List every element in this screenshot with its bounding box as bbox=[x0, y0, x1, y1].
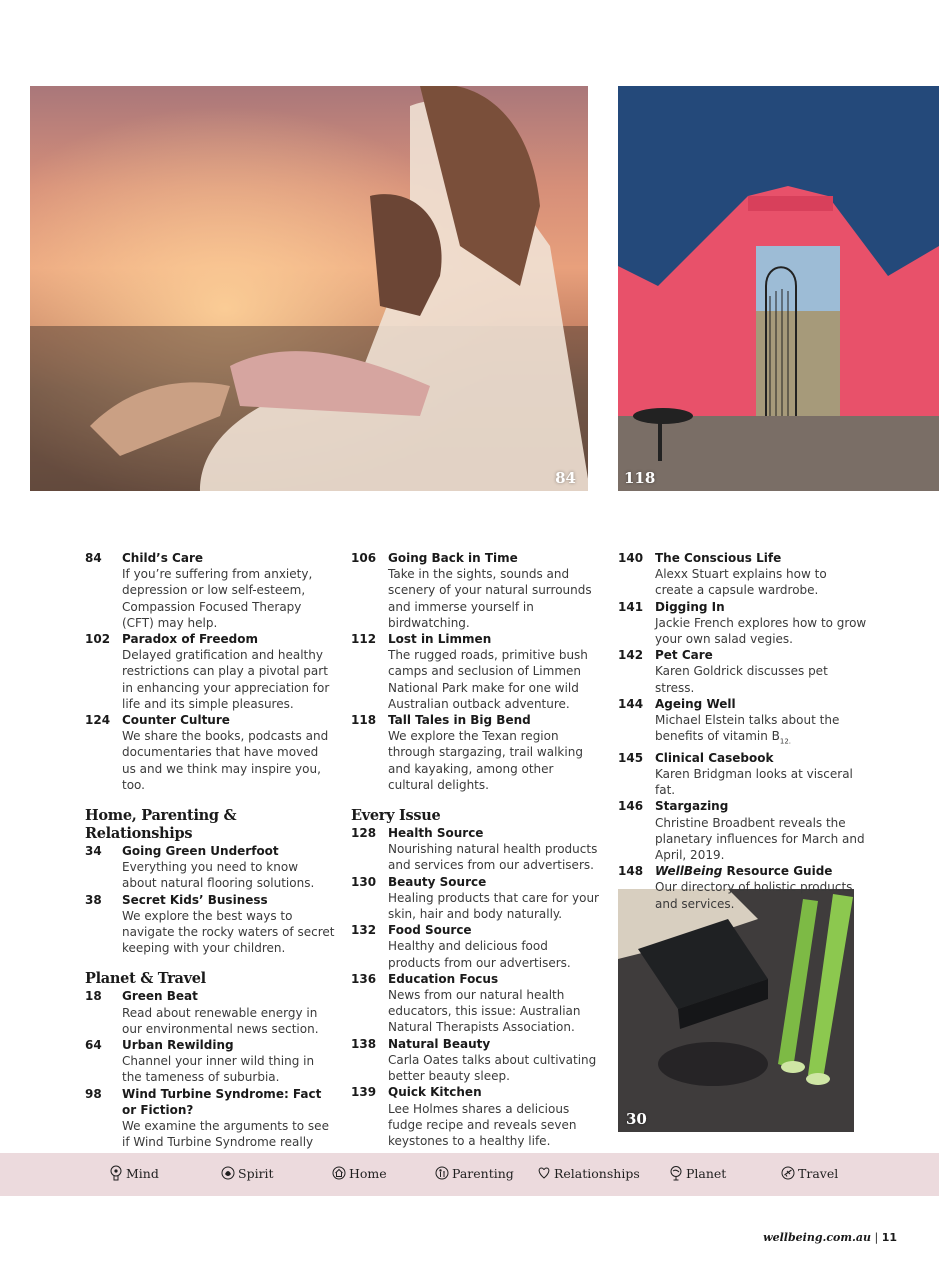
entry-title: Stargazing bbox=[655, 799, 729, 814]
entry-title: Counter Culture bbox=[122, 713, 230, 728]
contents-entry[interactable] bbox=[351, 922, 601, 971]
contents-entry[interactable] bbox=[618, 550, 868, 599]
category-relationships[interactable] bbox=[537, 1165, 640, 1181]
contents-entry[interactable] bbox=[618, 599, 868, 648]
contents-entry[interactable] bbox=[85, 843, 335, 892]
contents-column-3 bbox=[618, 550, 868, 912]
entry-desc: Jackie French explores how to grow your own salad vegies. bbox=[655, 615, 867, 647]
entry-desc: News from our natural health educators, this issue: Australian Natural Therapists Association. bbox=[388, 988, 581, 1035]
entry-title: Going Green Underfoot bbox=[122, 844, 279, 859]
entry-title: Lost in Limmen bbox=[388, 632, 492, 647]
entry-desc: Read about renewable energy in our environmental news section. bbox=[122, 1005, 319, 1036]
entry-desc: Karen Bridgman looks at visceral fat. bbox=[655, 767, 853, 798]
photo-pink-gate bbox=[618, 86, 939, 491]
entry-page: 128 bbox=[351, 826, 377, 841]
pink-gate-illustration bbox=[618, 86, 939, 491]
category-label: Parenting bbox=[452, 1165, 514, 1181]
category-label: Relationships bbox=[554, 1165, 640, 1181]
parenting-icon bbox=[435, 1165, 449, 1181]
sunset-illustration bbox=[30, 86, 588, 491]
entry-title: The Conscious Life bbox=[655, 551, 782, 565]
entry-title: Beauty Source bbox=[388, 874, 487, 889]
entry-title: Tall Tales in Big Bend bbox=[388, 713, 531, 728]
entry-page: 138 bbox=[351, 1036, 377, 1051]
contents-entry[interactable] bbox=[618, 798, 868, 863]
soap-aloe-illustration bbox=[618, 889, 854, 1132]
contents-entry[interactable] bbox=[351, 874, 601, 923]
entry-desc: The rugged roads, primitive bush camps and seclusion of Limmen National Park make for one wild Australian outback adventure. bbox=[388, 648, 588, 711]
site-url[interactable]: wellbeing.com.au bbox=[763, 1231, 871, 1244]
entry-page: 144 bbox=[618, 696, 644, 711]
entry-desc: Healing products that care for your skin, hair and body naturally. bbox=[388, 890, 599, 922]
entry-page: 132 bbox=[351, 923, 377, 938]
category-mind[interactable] bbox=[109, 1165, 159, 1181]
entry-page: 140 bbox=[618, 551, 644, 565]
category-travel[interactable] bbox=[781, 1165, 838, 1181]
entry-title: Clinical Casebook bbox=[655, 750, 774, 765]
desc-tail: . bbox=[788, 737, 792, 746]
entry-title: Natural Beauty bbox=[388, 1036, 491, 1051]
category-label: Home bbox=[349, 1165, 387, 1181]
entry-title: Paradox of Freedom bbox=[122, 632, 258, 647]
entry-page: 130 bbox=[351, 874, 377, 889]
entry-desc: Lee Holmes shares a delicious fudge recipe and reveals seven keystones to a healthy life. bbox=[388, 1101, 577, 1148]
section-heading: Planet & Travel bbox=[85, 970, 206, 988]
house-icon bbox=[332, 1165, 346, 1181]
page-number: 11 bbox=[881, 1231, 897, 1244]
category-parenting[interactable] bbox=[435, 1165, 514, 1181]
contents-entry[interactable] bbox=[351, 550, 601, 631]
entry-page: 142 bbox=[618, 648, 644, 663]
entry-title: Education Focus bbox=[388, 971, 499, 986]
contents-entry[interactable] bbox=[85, 712, 335, 793]
contents-entry[interactable] bbox=[618, 750, 868, 799]
entry-title: Child’s Care bbox=[122, 551, 204, 565]
contents-entry[interactable] bbox=[351, 825, 601, 874]
entry-desc-wrap bbox=[655, 712, 868, 750]
entry-page: 106 bbox=[351, 551, 377, 565]
entry-desc: Carla Oates talks about cultivating better beauty sleep. bbox=[388, 1052, 597, 1084]
entry-page: 38 bbox=[85, 892, 102, 907]
entry-title: Digging In bbox=[655, 599, 725, 614]
entry-page: 145 bbox=[618, 750, 644, 765]
contents-entry[interactable] bbox=[351, 712, 601, 793]
entry-title: Health Source bbox=[388, 826, 484, 841]
entry-title: Urban Rewilding bbox=[122, 1038, 234, 1053]
entry-page: 84 bbox=[85, 551, 102, 565]
entry-page: 118 bbox=[351, 713, 377, 728]
contents-column-2 bbox=[351, 550, 601, 1149]
contents-entry[interactable] bbox=[618, 863, 868, 912]
contents-entry[interactable] bbox=[351, 971, 601, 1036]
entry-title: Quick Kitchen bbox=[388, 1085, 482, 1100]
contents-entry[interactable] bbox=[618, 696, 868, 750]
contents-entry[interactable] bbox=[618, 647, 868, 696]
contents-entry[interactable] bbox=[85, 1037, 335, 1086]
contents-entry[interactable] bbox=[85, 988, 335, 1037]
entry-desc: If you’re suffering from anxiety, depression or low self-esteem, Compassion Focused Therapy (CFT) may help. bbox=[122, 567, 313, 630]
contents-entry[interactable] bbox=[85, 550, 335, 631]
entry-title: Green Beat bbox=[122, 989, 198, 1004]
category-planet[interactable] bbox=[669, 1165, 726, 1181]
entry-page: 98 bbox=[85, 1086, 102, 1101]
entry-title: Wind Turbine Syndrome: Fact or Fiction? bbox=[122, 1086, 322, 1117]
entry-desc: Nourishing natural health products and services from our advertisers. bbox=[388, 842, 598, 873]
entry-title-italic: WellBeing bbox=[655, 864, 723, 879]
contents-entry[interactable] bbox=[351, 631, 601, 712]
category-label: Travel bbox=[798, 1165, 839, 1181]
category-label: Mind bbox=[126, 1165, 159, 1181]
entry-desc: Everything you need to know about natural flooring solutions. bbox=[122, 860, 315, 891]
entry-desc: We explore the Texan region through stargazing, trail walking and kayaking, among other cultural delights. bbox=[388, 729, 583, 792]
entry-page: 64 bbox=[85, 1038, 102, 1053]
entry-page: 136 bbox=[351, 971, 377, 986]
entry-desc: Our directory of holistic products and services. bbox=[655, 880, 853, 911]
entry-desc: Alexx Stuart explains how to create a capsule wardrobe. bbox=[655, 567, 827, 598]
entry-page: 148 bbox=[618, 864, 644, 879]
footer-separator: | bbox=[870, 1231, 882, 1244]
head-icon bbox=[109, 1165, 123, 1181]
entry-page: 141 bbox=[618, 599, 644, 614]
section-heading: Every Issue bbox=[351, 807, 441, 825]
entry-title: Secret Kids’ Business bbox=[122, 892, 268, 907]
contents-column-1 bbox=[85, 550, 335, 1167]
entry-title: Pet Care bbox=[655, 648, 713, 663]
entry-desc: We examine the arguments to see if Wind Turbine Syndrome really bbox=[122, 1119, 329, 1150]
page-footer bbox=[763, 1231, 897, 1244]
section-heading: Home, Parenting & Relationships bbox=[85, 807, 237, 843]
entry-title: Going Back in Time bbox=[388, 551, 518, 565]
entry-page: 18 bbox=[85, 989, 102, 1004]
entry-page: 34 bbox=[85, 844, 102, 859]
photo-soap-aloe bbox=[618, 889, 854, 1132]
contents-entry[interactable] bbox=[351, 1084, 601, 1149]
entry-page: 102 bbox=[85, 632, 111, 647]
plane-icon bbox=[781, 1165, 795, 1181]
category-bar bbox=[0, 1153, 939, 1196]
entry-page: 112 bbox=[351, 632, 377, 647]
entry-title-wrap bbox=[655, 863, 868, 879]
vitamin-subscript: 12 bbox=[779, 737, 789, 746]
entry-desc: We share the books, podcasts and documentaries that have moved us and we think may inspire you, too. bbox=[122, 729, 329, 792]
entry-page: 124 bbox=[85, 713, 111, 728]
entry-title: Food Source bbox=[388, 923, 472, 938]
entry-title: Ageing Well bbox=[655, 696, 736, 711]
entry-desc: Channel your inner wild thing in the tameness of suburbia. bbox=[122, 1054, 315, 1085]
category-label: Spirit bbox=[238, 1165, 274, 1181]
entry-page: 146 bbox=[618, 799, 644, 814]
photo-mother-daughter-sunset bbox=[30, 86, 588, 491]
photo-page-number: 84 bbox=[555, 469, 576, 487]
heart-icon bbox=[537, 1165, 551, 1181]
photo-page-number: 118 bbox=[624, 469, 656, 487]
entry-desc: Michael Elstein talks about the benefits of vitamin B bbox=[655, 713, 840, 744]
contents-entry[interactable] bbox=[85, 631, 335, 712]
entry-desc: Take in the sights, sounds and scenery of your natural surrounds and immerse yourself in birdwatching. bbox=[388, 567, 592, 630]
photo-page-number: 30 bbox=[626, 1110, 647, 1128]
entry-page: 139 bbox=[351, 1085, 377, 1100]
category-home[interactable] bbox=[332, 1165, 387, 1181]
contents-entry[interactable] bbox=[351, 1036, 601, 1085]
entry-desc: We explore the best ways to navigate the rocky waters of secret keeping with your children. bbox=[122, 908, 335, 956]
entry-desc: Karen Goldrick discusses pet stress. bbox=[655, 664, 828, 695]
entry-desc: Christine Broadbent reveals the planetary influences for March and April, 2019. bbox=[655, 815, 865, 863]
contents-entry[interactable] bbox=[85, 892, 335, 957]
spirit-icon bbox=[221, 1165, 235, 1181]
globe-icon bbox=[669, 1165, 683, 1181]
entry-desc: Healthy and delicious food products from our advertisers. bbox=[388, 939, 571, 970]
entry-desc: Delayed gratification and healthy restrictions can play a pivotal part in enhancing your appreciation for life and its simple pleasures. bbox=[122, 648, 330, 711]
category-spirit[interactable] bbox=[221, 1165, 274, 1181]
entry-title: Resource Guide bbox=[722, 864, 833, 879]
category-label: Planet bbox=[686, 1165, 727, 1181]
